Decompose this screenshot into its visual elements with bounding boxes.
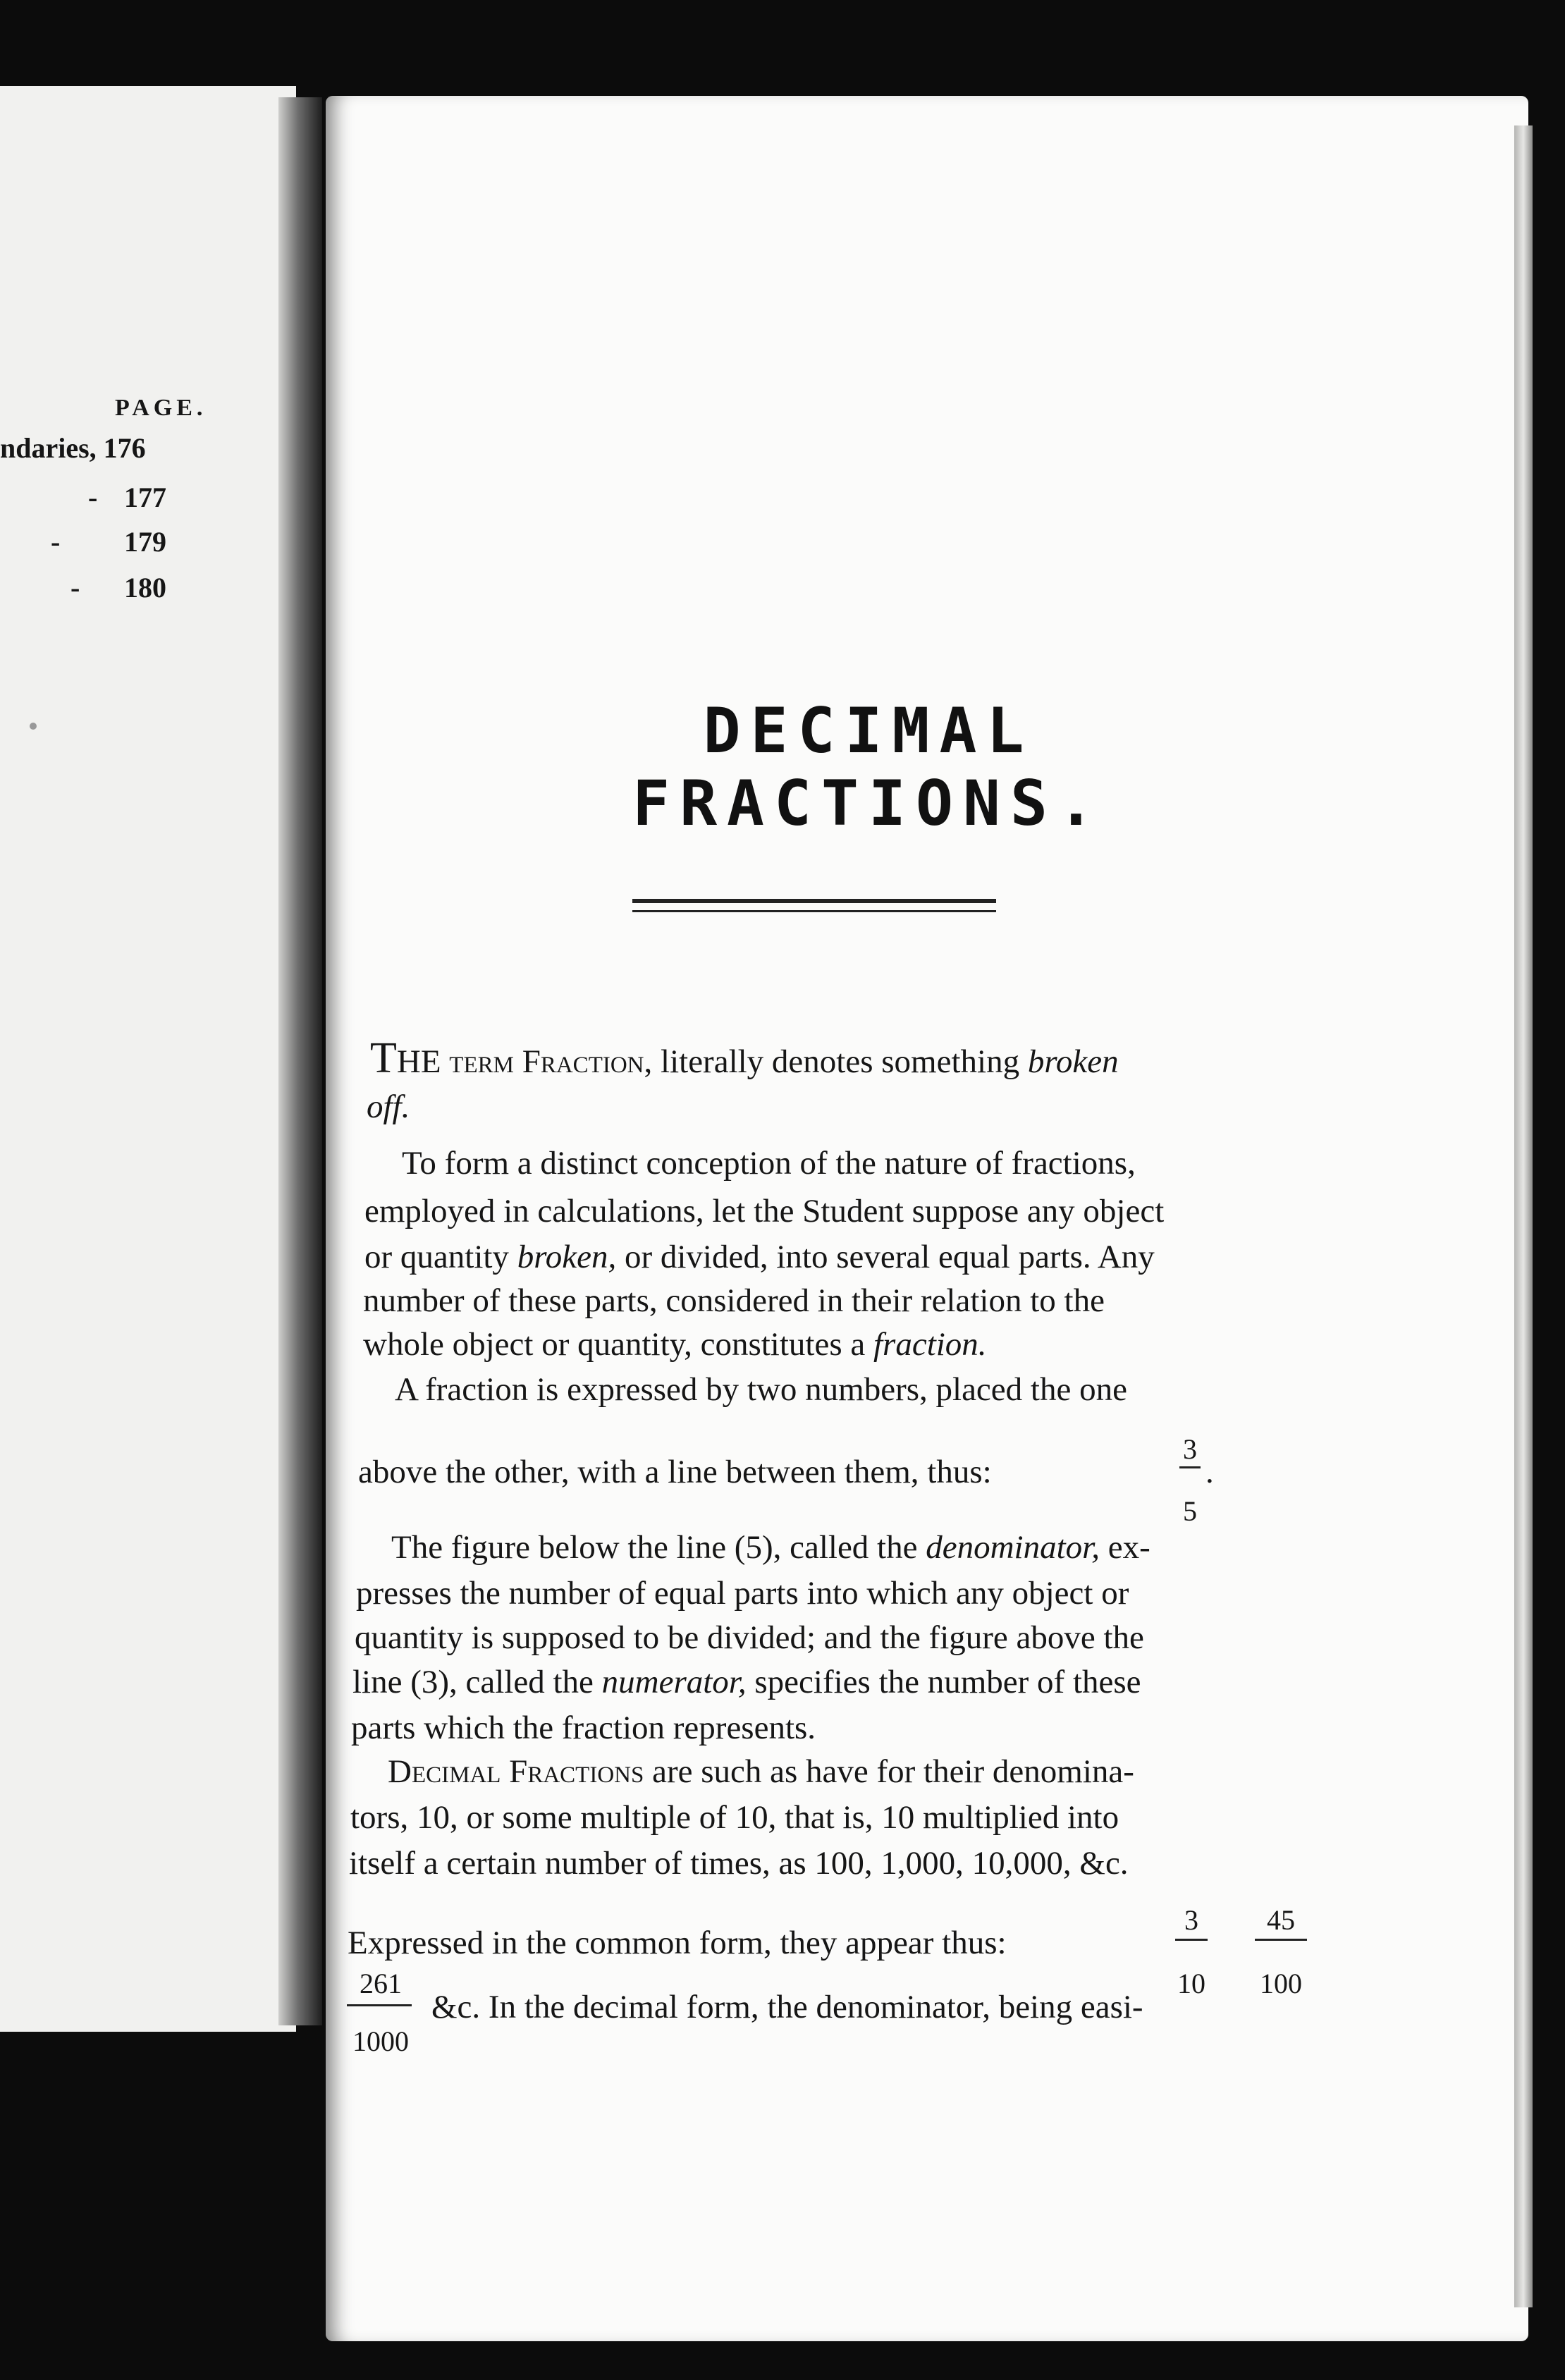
frac-3-10-bar — [1175, 1939, 1208, 1941]
p5-line1 — [388, 1755, 1134, 1789]
p6-line2: &c. In the decimal form, the denominator, being easi- — [431, 1989, 1143, 2025]
toc-page-4: 180 — [124, 572, 166, 603]
p4-l4em: numerator, — [601, 1664, 747, 1700]
p4-l1a: The figure below the line (5), called the — [391, 1529, 926, 1566]
frac-3-5-period: . — [1205, 1454, 1214, 1490]
frac-3-5-den: 5 — [1183, 1495, 1197, 1527]
title-rule-thin — [632, 910, 996, 912]
page-title: DECIMAL FRACTIONS. — [632, 694, 1105, 840]
p1-small: HE — [396, 1043, 441, 1080]
frac-261-1000-bar — [347, 2004, 412, 2006]
left-page — [0, 86, 296, 2032]
p4-l1em: denominator, — [926, 1529, 1100, 1566]
frac-45-100-bar — [1255, 1939, 1307, 1941]
toc-page-3: 179 — [124, 526, 166, 558]
page-edge — [1514, 125, 1533, 2307]
frac-45-100-den: 100 — [1260, 1968, 1302, 1999]
p1-line2 — [367, 1088, 410, 1125]
p1-dropcap: T — [370, 1034, 397, 1082]
frac-3-5-bar — [1179, 1466, 1201, 1468]
toc-dash-2: - — [88, 481, 98, 513]
p6-line1: Expressed in the common form, they appear thus: — [348, 1925, 1007, 1961]
p1-rest: literally denotes something — [652, 1043, 1028, 1080]
frac-45-100-num: 45 — [1267, 1904, 1295, 1936]
p1-term: term Fraction, — [449, 1043, 653, 1080]
p3-line1: A fraction is expressed by two numbers, placed the one — [395, 1371, 1127, 1408]
p3-line2: above the other, with a line between them, thus: — [358, 1454, 992, 1490]
p2-line3 — [364, 1241, 1155, 1274]
toc-dash-3: - — [51, 526, 61, 558]
p4-l1b: ex- — [1099, 1529, 1150, 1566]
p4-line1 — [391, 1531, 1150, 1564]
p2-line2: employed in calculations, let the Student suppose any object — [364, 1193, 1165, 1229]
p2-line1: To form a distinct conception of the nature of fractions, — [402, 1145, 1136, 1182]
p2-l3b: or divided, into several equal parts. Any — [616, 1239, 1155, 1275]
p2-line5 — [363, 1328, 987, 1361]
p2-line4: number of these parts, considered in their relation to the — [363, 1282, 1105, 1319]
toc-header: PAGE. — [115, 395, 207, 421]
p2-l3a: or quantity — [364, 1239, 517, 1275]
p2-l3em: broken, — [517, 1239, 617, 1275]
p1-em: broken — [1027, 1043, 1119, 1080]
toc-dash-4: - — [70, 572, 80, 603]
p4-line2: presses the number of equal parts into which any object or — [356, 1575, 1129, 1612]
frac-261-1000-num: 261 — [360, 1968, 402, 1999]
p4-line3: quantity is supposed to be divided; and the figure above the — [355, 1619, 1144, 1656]
p4-line5: parts which the fraction represents. — [351, 1710, 816, 1746]
p4-l4b: specifies the number of these — [746, 1664, 1141, 1700]
p2-l5a: whole object or quantity, constitutes a — [363, 1326, 873, 1363]
p1-line1 — [370, 1036, 1119, 1080]
frac-3-10-num: 3 — [1184, 1904, 1198, 1936]
toc-page-2: 177 — [124, 481, 166, 513]
speck — [30, 723, 37, 730]
p1-off: off. — [367, 1088, 410, 1125]
p5-term: Decimal Fractions — [388, 1753, 644, 1790]
p4-line4 — [352, 1666, 1141, 1699]
title-rule-thick — [632, 899, 996, 903]
frac-3-5-num: 3 — [1183, 1433, 1197, 1465]
toc-row-1: ndaries, 176 — [0, 432, 146, 464]
frac-3-10-den: 10 — [1177, 1968, 1205, 1999]
p5-line3: itself a certain number of times, as 100, 1,000, 10,000, &c. — [349, 1845, 1129, 1882]
gutter-shadow — [278, 97, 322, 2025]
p5-l1b: are such as have for their denomina- — [644, 1753, 1134, 1790]
p2-l5em: fraction. — [873, 1326, 987, 1363]
frac-261-1000-den: 1000 — [352, 2025, 409, 2057]
p4-l4a: line (3), called the — [352, 1664, 602, 1700]
p5-line2: tors, 10, or some multiple of 10, that is, 10 multiplied into — [350, 1799, 1119, 1836]
